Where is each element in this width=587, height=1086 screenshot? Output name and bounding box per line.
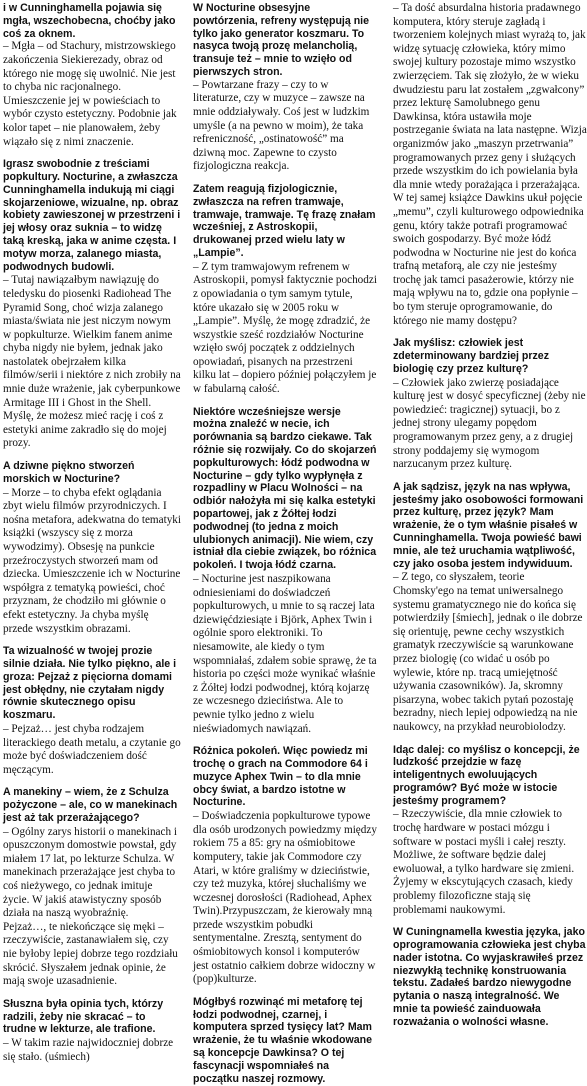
interview-answer: – Człowiek jako zwierzę posiadające kulturę jest w dosyć specyficznej (żeby nie powiedzieć: tragicznej) sytuacji, bo z jednej strony ulegamy popędom programowanym przez geny, a z drugiej strony poddajemy się wymogom narzucanym przez kulturę. — [393, 376, 586, 471]
interview-question: A manekiny – wiem, że z Schulza pożyczone – ale, co w manekinach jest aż tak przerażającego? — [3, 786, 178, 824]
column-1 — [0, 0, 189, 1086]
interview-question: Igrasz swobodnie z treściami popkultury. Nocturine, a zwłaszcza Cunninghamella indukują mi ciągi skojarzeniowe, wizualne, np. obraz kobiety zawieszonej w przestrzeni i jej włosy oraz suknia – to widzę taką kreską, jaka w anime częsta. I motyw morza, zalanego miasta, podwodnych budowli. — [3, 158, 181, 273]
interview-answer: – Ogólny zarys historii o manekinach i opuszczonym domostwie powstał, gdy miałem 17 lat, po lekturze Schulza. W manekinach przerażające jest chyba to coś nieżywego, co jednak imituje życie. W jakiś atawistyczny sposób działa na naszą wyobraźnię. — [3, 825, 177, 920]
interview-question: A dziwne piękno stworzeń morskich w Nocturine? — [3, 460, 135, 485]
interview-answer: – Z tym tramwajowym refrenem w Astroskopii, pomysł faktycznie pochodzi z opowiadania o tym samym tytule, które ukazało się w 2005 roku w „Lampie”. Myślę, że mogę zdradzić, że wszystkie sześć rozdziałów Nocturine wzięło swój początek z oddzielnych opowiadań, pisanych na przestrzeni kilku lat – dopiero później połączyłem je w fabularną całość. — [193, 260, 377, 396]
interview-answer: – Ta dość absurdalna historia pradawnego komputera, który steruje zagładą i tworzeniem kolejnych miast wyrażą to, jak widzę sytuację człowieka, który mimo swojej kultury pozostaje mimo wszystko zwierzęciem. Tak się złożyło, że w wieku dwudziestu paru lat zostałem „zgwałcony” przez lekturę Samolubnego genu Dawkinsa, która ustawiła moje postrzeganie świata na lata następne. Wizja organizmów jako „maszyn przetrwania” programowanych przez geny i służących przede wszystkim do ich powielania była dla mnie wtedy porażająca i przerażająca. W tej samej książce Dawkins ukuł pojęcie „memu”, czyli kulturowego odpowiednika genu, który także potrafi programować swoich gospodarzy. Być może łódź podwodna w Nocturine nie jest do końca trafną metaforą, ale czy nie jesteśmy trochę jak tamci pasażerowie, którzy nie mają wpływu na to, gdzie ona popłynie – bo tym steruje oprogramowanie, do którego nie mamy dostępu? — [393, 2, 587, 327]
interview-question: Niektóre wcześniejsze wersje można znaleźć w necie, ich porównania są bardzo ciekawe. Tak różnie się rozwijały. Co do skojarzeń popkulturowych: łódź podwodna w Nocturine – gdy tylko wypłynęła z rozpadliny w Placu Wolności – na odbiór nałożyła mi się kalka estetyki popartowej, jak z Żółtej łodzi podwodnej (to jedna z moich ulubionych animacji). Nie wiem, czy istniał dla ciebie związek, bo różnica pokoleń. I twoja łódź czarna. — [193, 405, 377, 572]
interview-answer: – Tutaj nawiązałbym nawiązuję do teledysku do piosenki Radiohead The Pyramid Song, choć wizja zalanego miasta/świata nie jest niczym nowym w popkulturze. Wielkim fanem anime chyba nigdy nie byłem, jednak jako nastolatek obejrzałem kilka filmów/serii i niektóre z nich zrobiły na mnie duże wrażenie, jak cyberpunkowe Armitage III i Ghost in the Shell. Myślę, że możesz mieć rację i coś z estetyki anime zakradło się do mojej prozy. — [3, 274, 181, 450]
interview-question: Jak myślisz: człowiek jest zdeterminowany bardziej przez biologię czy przez kulturę? — [393, 337, 549, 375]
interview-question-continued: i w Cunninghamella pojawia się mgła, wszechobecna, choćby jako coś za oknem. — [3, 2, 176, 40]
interview-question: Różnica pokoleń. Więc powiedz mi trochę o grach na Commodore 64 i muzyce Aphex Twin – to dla mnie obcy świat, a bardzo istotne w Nocturine. — [193, 745, 368, 809]
column-3 — [385, 0, 587, 1086]
interview-answer: – Mgła – od Stachury, mistrzowskiego zakończenia Siekierezady, obraz od którego nie mogę się uwolnić. Nie jest to chyba nic racjonalnego. Umieszczenie jej w powieściach to wybór czysto estetyczny. Podobnie jak kolor tapet – nie planowałem, żeby wiązało się z nimi znaczenie. — [3, 40, 177, 148]
interview-answer: – Doświadczenia popkulturowe typowe dla osób urodzonych powiedzmy między rokiem 75 a 85: gry na ośmiobitowe komputery, takie jak Commodore czy Atari, w które graliśmy w dzieciństwie, czy też muzyka, której słuchaliśmy we wczesnej dorosłości (Radiohead, Aphex Twin).Przypuszczam, że kierowały mną przede wszystkim pobudki sentymentalne. Zresztą, sentyment do ośmiobitowych konsol i komputerów jest ostatnio całkiem dobrze widoczny w (pop)kulturze. — [193, 810, 377, 986]
interview-answer: – Rzeczywiście, dla mnie człowiek to trochę hardware w postaci mózgu i software w postaci myśli i całej reszty. Możliwe, że software będzie dalej ewoluował, a tylko hardware się zmieni. Żyjemy w ekscytujących czasach, kiedy problemy filozoficzne stają się problemami naukowymi. — [393, 808, 575, 916]
interview-question: Idąc dalej: co myślisz o koncepcji, że ludzkość przejdzie w fazę inteligentnych ewoluujących programów? Być może w istocie jesteśmy programem? — [393, 743, 580, 807]
interview-answer: Pejzaż…, te niekończące się męki – rzeczywiście, zastanawiałem się, czy nie byłoby lepiej dobrze tego rozdziału skrócić. Słyszałem jednak opinie, że mają swoje uzasadnienie. — [3, 920, 178, 988]
interview-answer: – Nocturine jest naszpikowana odniesieniami do doświadczeń popkulturowych, u mnie to są raczej lata dziewięćdziesiąte i Björk, Aphex Twin i ogólnie sporo elektroniki. To niesamowite, ale kiedy o tym wspomniałaś, zdałem sobie sprawę, że ta historia po części może wynikać właśnie z Żółtej łodzi podwodnej, którą kojarzę ze wczesnego dzieciństwa. Ale to pewnie tylko jedno z wielu nieświadomych nawiązań. — [193, 573, 377, 735]
interview-answer: – Powtarzane frazy – czy to w literaturze, czy w muzyce – zawsze na mnie oddziaływały. Coś jest w ludzkim umyśle (a na pewno w moim), że taka refreniczność, „ostinatowość” ma dziwną moc. Zapewne to czysto fizjologiczna reakcja. — [193, 78, 370, 173]
interview-question: Zatem reagują fizjologicznie, zwłaszcza na refren tramwaje, tramwaje, tramwaje. Tę frazę znałam wcześniej, z Astroskopii, drukowanej przed wielu laty w „Lampie”. — [193, 182, 376, 259]
interview-question: Mógłbyś rozwinąć mi metaforę tej łodzi podwodnej, czarnej, i komputera sprzed tysięcy lat? Mam wrażenie, że tu właśnie wkodowane są koncepcje Dawkinsa? O tej fascynacji wspomniałeś na początku naszej rozmowy. — [193, 995, 372, 1085]
interview-answer: – W takim razie najwidoczniej dobrze się stało. (uśmiech) — [3, 1037, 174, 1063]
column-2 — [189, 0, 385, 1086]
interview-answer: – Pejzaż… jest chyba rodzajem literackiego death metalu, a czytanie go może być doświadczeniem dość męczącym. — [3, 722, 181, 776]
interview-answer: – Z tego, co słyszałem, teorie Chomsky'ego na temat uniwersalnego systemu gramatycznego nie do końca się potwierdziły [śmiech], jednak o ile dobrze się orientuję, pewne cechy wszystkich gramatyk rzeczywiście są warunkowane przez biologię (co widać u osób po wylewie, które np. tracą umiejętność używania czasowników). Ja, skromny pisarzyna, wobec takich pytań pozostaję bezradny, niech lepiej odpowiedzą na nie naukowcy, na przykład neurobiolodzy. — [393, 571, 583, 733]
interview-question: W Cuningnamella kwestia języka, jako oprogramowania człowieka jest chyba nader istotna. Co wyjaskrawiłeś przez niezwykłą technikę konstruowania tekstu. Zadałeś bardzo niewygodne pytania o naszą integralność. We mnie ta powieść zainduowała rozważania o wolności własne. — [393, 926, 586, 1028]
interview-question: Słuszna była opinia tych, którzy radzili, żeby nie skracać – to trudne w lekturze, ale trafione. — [3, 997, 164, 1036]
interview-answer: – Morze – to chyba efekt oglądania zbyt wielu filmów przyrodniczych. I nośna metafora, adekwatna do tematyki książki (wszyscy się z morza wywodzimy). Obsesję na punkcie przeźroczystych stworzeń mam od dziecka. Umieszczenie ich w Nocturine współgra z tematyką powieści, choć przyznam, że chodziło mi głównie o efekt estetyczny. Ja chyba myślę przede wszystkim obrazami. — [3, 486, 182, 635]
interview-question: A jak sądzisz, język na nas wpływa, jesteśmy jako osobowości formowani przez kulturę, przez język? Mam wrażenie, że o tym właśnie pisałeś w Cunninghamella. Twoja powieść bawi mnie, ale też uruchamia wątpliwość, czy jako osoba jestem indywiduum. — [393, 480, 584, 570]
interview-question-continued: W Nocturine obsesyjne powtórzenia, refreny występują nie tylko jako generator koszmaru. To nasyca twoją prozę melancholią, transuje też – mnie to wzięło od pierwszych stron. — [193, 2, 370, 78]
interview-question: Ta wizualność w twojej prozie silnie działa. Nie tylko piękno, ale i groza: Pejzaż z pięciorna domami jest obłędny, nie czytałam nigdy równie skutecznego opisu koszmaru. — [3, 645, 177, 722]
